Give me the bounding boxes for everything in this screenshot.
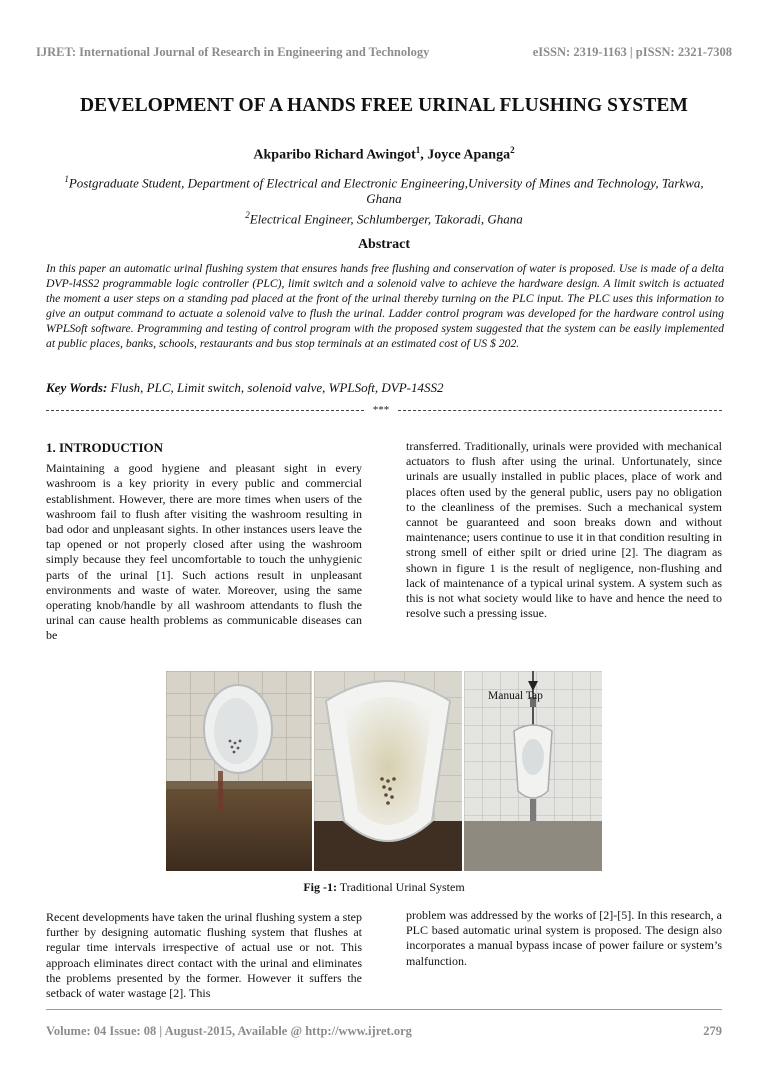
intro-left-text: Maintaining a good hygiene and pleasant sight in every washroom is a key priority in every public and commercial establishment. However, there are more times when users of the washroom fail to flush after visiting the washroom resulting in bad odor and unpleasant sights. In other instances users leave the tap opened or not properly closed after using the washroom simply because they feel uncomfortable to touch the unhygienic parts of the urinal [1]. Such actions result in unpleasant environments and waste of water. Moreover, using the same operating knob/handle by all washroom attendants to flush the urinal can cause health problems as communicable diseases can be <box>46 461 362 643</box>
separator-stars: *** <box>366 405 396 416</box>
body-left-text: Recent developments have taken the urinal flushing system a step further by designing automatic flushing system that flushes at regular time intervals irrespective of actual use or not. This approach eliminates direct contact with the urinal and eliminates the problems presented by the former. However it suffers the setback of water wastage [2]. This <box>46 910 362 1001</box>
author-2-sup: 2 <box>510 145 515 155</box>
intro-left-column <box>46 440 362 644</box>
affiliation-2 <box>50 207 718 227</box>
affiliation-2-sup: 2 <box>245 210 250 221</box>
manual-tap-label: Manual Tap <box>488 690 543 702</box>
paper-title: DEVELOPMENT OF A HANDS FREE URINAL FLUSHING SYSTEM <box>80 95 688 116</box>
author-2: Joyce Apanga <box>427 147 511 163</box>
body-right-column <box>406 908 722 969</box>
keywords <box>46 380 724 396</box>
body-right-text: problem was addressed by the works of [2]-[5]. In this research, a PLC based automatic urinal system is proposed. The design also incorporates a manual bypass incase of power failure or system’s malfunction. <box>406 908 722 968</box>
page-number: 279 <box>703 1024 722 1038</box>
authors <box>0 145 768 164</box>
footer-divider <box>46 1009 722 1010</box>
intro-right-column <box>406 439 722 621</box>
body-left-column <box>46 910 362 1001</box>
running-header <box>36 45 732 60</box>
affiliation-1-sup: 1 <box>64 174 69 184</box>
journal-name: IJRET: International Journal of Research in Engineering and Technology <box>36 45 430 59</box>
affiliations <box>50 171 718 228</box>
abstract-heading: Abstract <box>357 237 411 252</box>
urinal-photo-1 <box>166 671 312 871</box>
section-separator <box>46 405 722 417</box>
affiliation-1-text: Postgraduate Student, Department of Electrical and Electronic Engineering,University of Mines and Technology, Tarkwa, Ghana <box>68 175 704 207</box>
figure-caption-text: Traditional Urinal System <box>336 880 465 894</box>
author-separator: , <box>420 147 428 163</box>
author-1-sup: 1 <box>415 145 421 155</box>
urinal-photo-2 <box>314 671 462 871</box>
separator-dash-right <box>398 410 722 411</box>
issn: eISSN: 2319-1163 | pISSN: 2321-7308 <box>532 45 732 59</box>
footer-volume: Volume: 04 Issue: 08 | August-2015, Available @ http://www.ijret.org <box>46 1024 412 1038</box>
affiliation-1 <box>50 171 718 207</box>
abstract-text: In this paper an automatic urinal flushing system that ensures hands free flushing and conservation of water is proposed. Use is made of a delta DVP-l4SS2 programmable logic controller (PLC), limit switch and a solenoid valve to achieve the hardware design. A limit switch is actuated the moment a user steps on a standing pad placed at the front of the urinal thereby turning on the PLC input. The PLC uses this information to give an output command to actuate a solenoid valve to flush the urinal. Ladder control program was developed for the hardware control using WPLSoft software. Programming and testing of control program with the proposed system suggested that the system can be easily implemented at public places, banks, schools, restaurants and bus stop terminals at an estimated cost of US $ 202. <box>46 262 724 350</box>
intro-right-text: transferred. Traditionally, urinals were provided with mechanical actuators to flush after using the urinal. Unfortunately, since urinals are usually installed in public places, place of work and places often used by the general public, users pay no obligation to the cleanliness of the premises. Such a mechanical system cannot be guaranteed and soon breaks down and without maintenance; users continue to use it in that condition resulting in strong smell of either spilt or dried urine [2]. The diagram as shown in figure 1 is the result of negligence, non-flushing and lack of maintenance of a typical urinal system. A system such as this is not what society would like to have and hence the need to resolve such a pressing issue. <box>406 439 722 621</box>
running-footer <box>46 1024 722 1039</box>
section-heading-introduction: 1. INTRODUCTION <box>46 440 164 455</box>
figure-1-caption <box>0 880 768 895</box>
figure-caption-label: Fig -1: <box>303 880 337 894</box>
keywords-label: Key Words: <box>46 380 108 395</box>
affiliation-2-text: Electrical Engineer, Schlumberger, Takoradi, Ghana <box>249 211 523 227</box>
keywords-text: Flush, PLC, Limit switch, solenoid valve, WPLSoft, DVP-14SS2 <box>107 380 444 395</box>
separator-dash-left <box>46 410 364 411</box>
author-1: Akparibo Richard Awingot <box>253 147 416 163</box>
